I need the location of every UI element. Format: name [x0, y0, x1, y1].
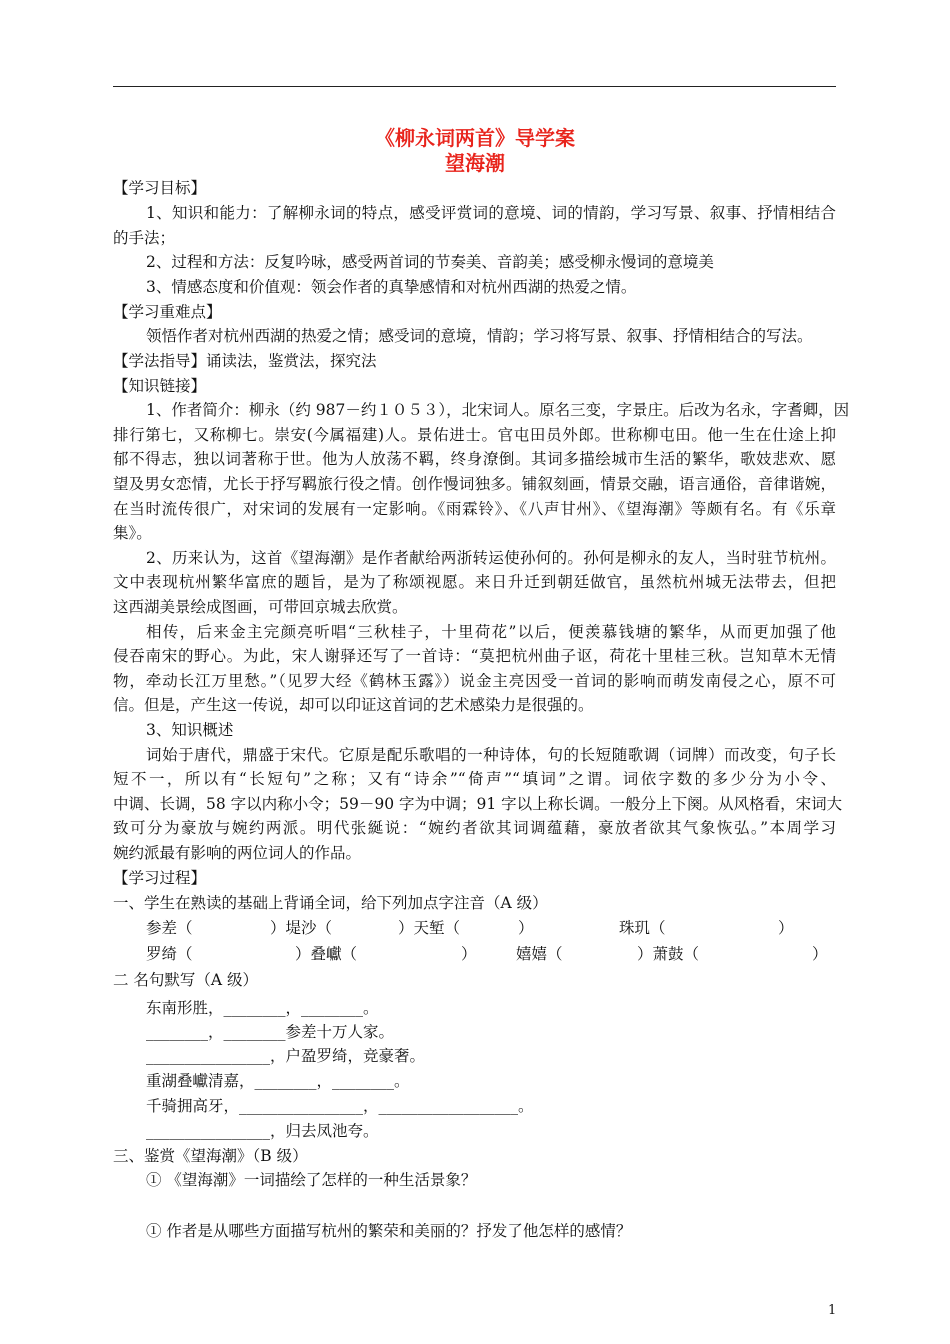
goal-1-cont: 的手法； [113, 229, 176, 247]
key-text: 领悟作者对杭州西湖的热爱之情；感受词的意境，情韵；学习将写景、叙事、抒情相结合的写法。 [146, 327, 813, 345]
pinyin-item: ）叠巘（ [295, 945, 358, 963]
overview-line-last: 婉约派最有影响的两位词人的作品。 [113, 844, 362, 862]
section-heading-knowledge: 【知识链接】 [113, 377, 207, 395]
recite-line: 重湖叠巘清嘉，________，________。 [146, 1072, 410, 1090]
pinyin-item: ） [812, 945, 828, 963]
author-line: 在当时流传很广，对宋词的发展有一定影响。《雨霖铃》、《八声甘州》、《望海潮》等颇有名。有《乐章 [113, 500, 836, 518]
background-line-last: 这西湖美景绘成图画，可带回京城去欣赏。 [113, 598, 408, 616]
method-line: 【学法指导】诵读法，鉴赏法，探究法 [113, 352, 377, 370]
overview-line: 短不一，所以有“长短句”之称；又有“诗余”“倚声”“填词”之谓。词依字数的多少分为小令、 [113, 770, 836, 788]
document-title: 《柳永词两首》导学案 [375, 126, 575, 150]
question-3: 三、鉴赏《望海潮》（B 级） [113, 1147, 308, 1165]
pinyin-item: ）萧鼓（ [637, 945, 700, 963]
author-line: 望及男女恋情，尤长于抒写羁旅行役之情。创作慢词独多。铺叙刻画，情景交融，语言通俗，音律谐婉， [113, 475, 836, 493]
pinyin-item: ）堤沙（ [270, 919, 333, 937]
document-subtitle: 望海潮 [445, 151, 505, 175]
author-line-last: 集》。 [113, 524, 152, 542]
legend-line: 物，牵动长江万里愁。”（见罗大经《鹤林玉露》）说金主亮因受一首词的影响而萌发南侵之心，原不可 [113, 672, 836, 690]
question-1: 一、学生在熟读的基础上背诵全词，给下列加点字注音（A 级） [113, 894, 548, 912]
pinyin-item: ） [461, 945, 477, 963]
pinyin-item: ）天堑（ [398, 919, 461, 937]
goal-2: 2、过程和方法：反复吟咏，感受两首词的节奏美、音韵美；感受柳永慢词的意境美 [146, 253, 714, 271]
pinyin-item: 珠玑（ [619, 919, 666, 937]
overview-line: 致可分为豪放与婉约两派。明代张綖说：“婉约者欲其词调蕴藉，豪放者欲其气象恢弘。”本周学习 [113, 819, 836, 837]
legend-line-last: 信。但是，产生这一传说，却可以印证这首词的艺术感染力是很强的。 [113, 696, 594, 714]
goal-3: 3、情感态度和价值观：领会作者的真挚感情和对杭州西湖的热爱之情。 [146, 278, 637, 296]
overview-heading: 3、知识概述 [146, 721, 234, 739]
author-line: 排行第七，又称柳七。崇安(今属福建)人。景佑进士。官屯田员外郎。世称柳屯田。他一生在仕途上抑 [113, 426, 836, 444]
legend-line: 侵吞南宋的野心。为此，宋人谢驿还写了一首诗：“莫把杭州曲子讴，荷花十里桂三秋。岂知草木无情 [113, 647, 836, 665]
pinyin-item: ） [778, 919, 794, 937]
pinyin-item: ） [518, 919, 534, 937]
section-heading-goals: 【学习目标】 [113, 179, 207, 197]
goal-1: 1、知识和能力：了解柳永词的特点，感受评赏词的意境、词的情韵，学习写景、叙事、抒情相结合 [146, 204, 836, 222]
page-number: 1 [828, 1303, 837, 1318]
recite-line: ________________，户盈罗绮，竞豪奢。 [146, 1047, 426, 1065]
background-line: 文中表现杭州繁华富庶的题旨，是为了称颂视愿。来日升迁到朝廷做官，虽然杭州城无法带去，但把 [113, 573, 836, 591]
recite-line: ________，________参差十万人家。 [146, 1023, 395, 1041]
overview-line: 中调、长调，58 字以内称小令；59－90 字为中调；91 字以上称长调。一般分上下阕。从风格看，宋词大 [113, 795, 843, 813]
pinyin-item: 嬉嬉（ [516, 945, 563, 963]
pinyin-item: 参差（ [146, 919, 193, 937]
legend-line: 相传，后来金主完颜亮听唱“三秋桂子，十里荷花”以后，便羡慕钱塘的繁华，从而更加强了他 [146, 623, 836, 641]
background-line: 2、历来认为，这首《望海潮》是作者献给两浙转运使孙何的。孙何是柳永的友人，当时驻节杭州。 [146, 549, 836, 567]
overview-line: 词始于唐代，鼎盛于宋代。它原是配乐歌唱的一种诗体，句的长短随歌调（词牌）而改变，句子长 [146, 746, 836, 764]
pinyin-item: 罗绮（ [146, 945, 193, 963]
question-2: 二 名句默写（A 级） [113, 971, 259, 989]
recite-line: 千骑拥高牙，________________，__________________。 [146, 1097, 534, 1115]
author-line: 1、作者简介：柳永（约 987－约１０５３），北宋词人。原名三变，字景庄。后改为名永，字耆卿，因 [146, 401, 850, 419]
question-3-1: ① 《望海潮》一词描绘了怎样的一种生活景象？ [146, 1171, 477, 1189]
recite-line: 东南形胜，________，________。 [146, 999, 379, 1017]
recite-line: ________________，归去凤池夸。 [146, 1122, 379, 1140]
section-heading-key: 【学习重难点】 [113, 303, 222, 321]
section-heading-process: 【学习过程】 [113, 869, 207, 887]
question-3-2: ① 作者是从哪些方面描写杭州的繁荣和美丽的？抒发了他怎样的感情？ [146, 1222, 632, 1240]
author-line: 郁不得志，独以词著称于世。他为人放荡不羁，终身潦倒。其词多描绘城市生活的繁华，歌妓悲欢、愿 [113, 450, 836, 468]
header-rule [113, 86, 836, 87]
